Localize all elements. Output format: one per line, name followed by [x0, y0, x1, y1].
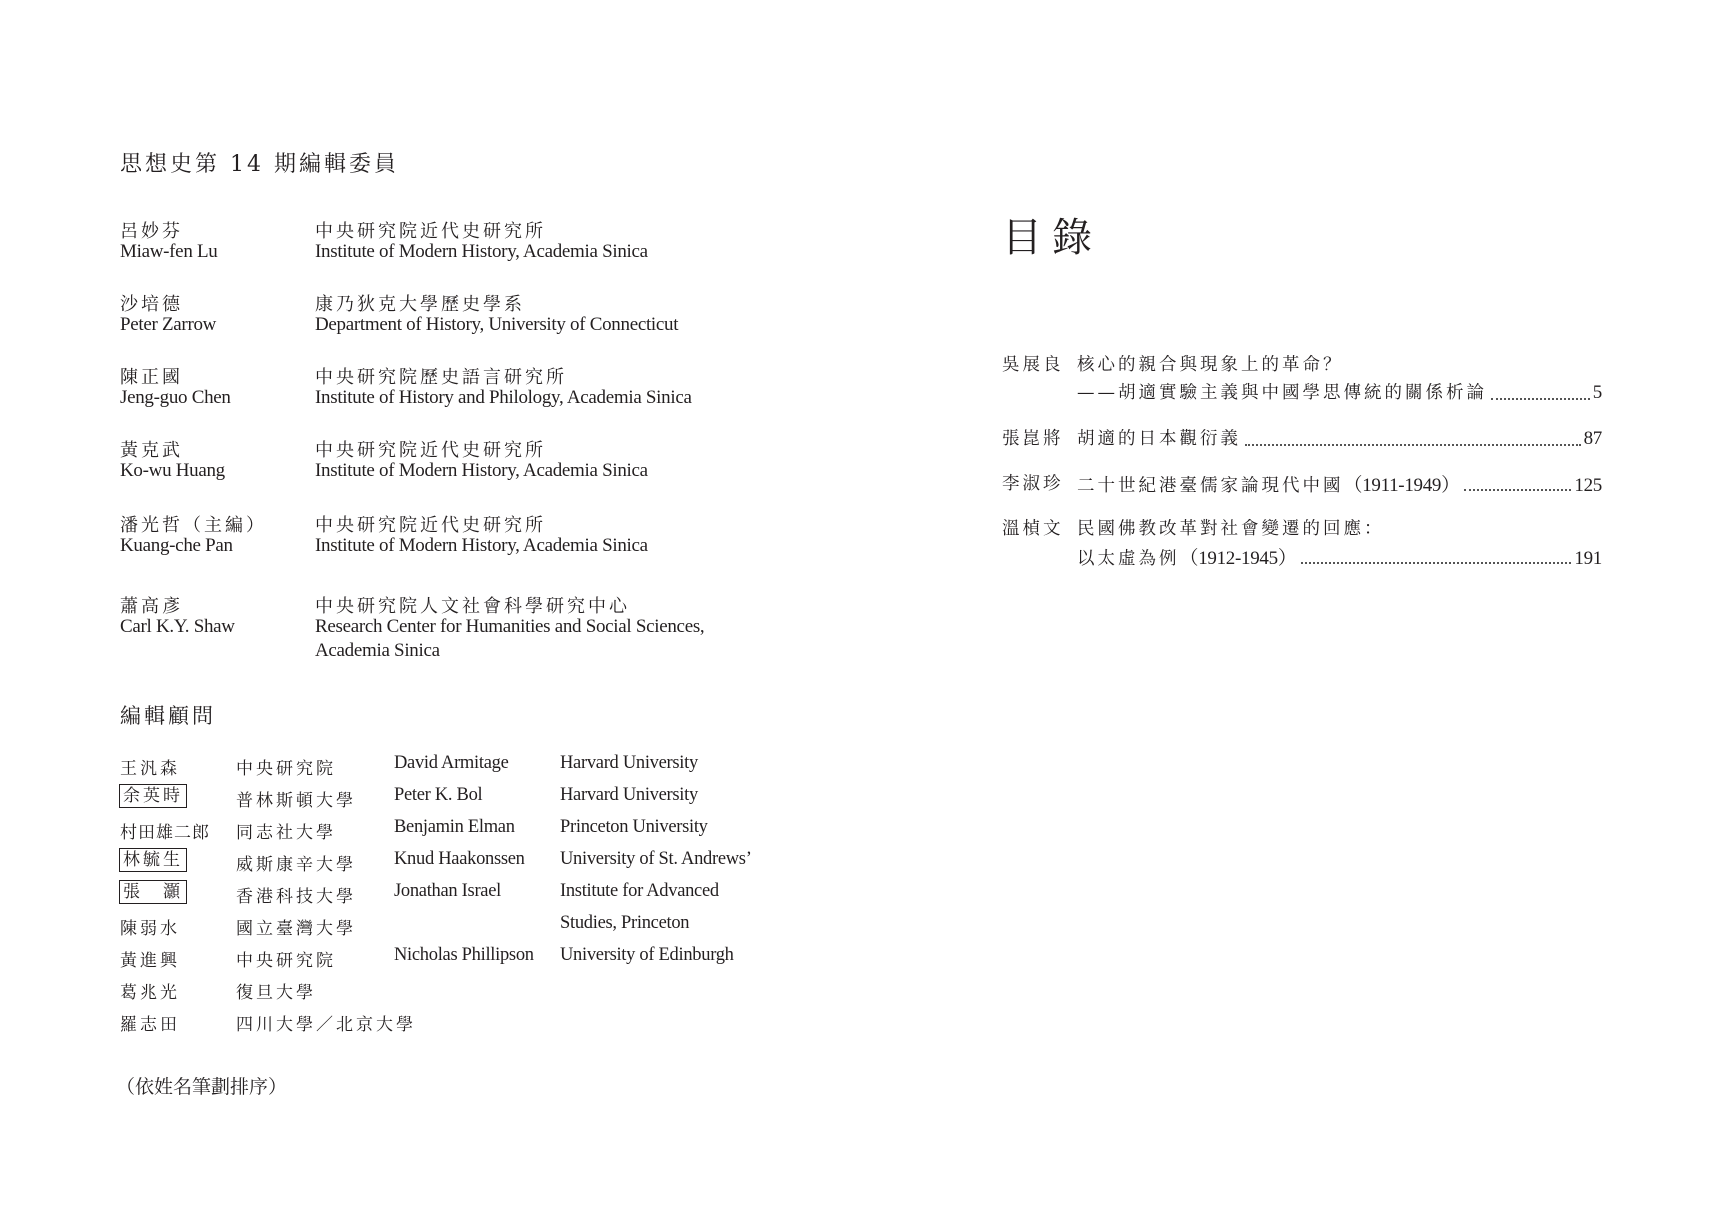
toc-author: 吳展良: [1002, 355, 1064, 375]
toc-article-subtitle: 以太虛為例: [1077, 549, 1180, 569]
member-name-en: Jeng-guo Chen: [120, 387, 231, 408]
member-institution-en: Institute of Modern History, Academia Sinica: [315, 241, 648, 262]
member-institution-en: Research Center for Humanities and Social Sciences,: [315, 616, 705, 637]
advisor-row: [120, 784, 880, 814]
member-name-zh: 陳正國: [120, 367, 183, 388]
advisor-institution-zh: 四川大學／北京大學: [236, 1015, 416, 1035]
advisors-title: 編輯顧問: [120, 704, 216, 728]
toc-author: 李淑珍: [1002, 474, 1064, 494]
advisor-institution-en: Harvard University: [560, 753, 698, 773]
member-institution-en-line2: Academia Sinica: [315, 640, 440, 661]
toc-page-number: 5: [1592, 382, 1602, 403]
member-institution-en: Department of History, University of Connecticut: [315, 314, 679, 335]
advisor-name-zh: 陳弱水: [120, 919, 180, 939]
advisor-row: [120, 848, 880, 878]
advisor-name-en: David Armitage: [394, 753, 509, 773]
advisor-institution-en: University of St. Andrews’: [560, 849, 752, 869]
advisor-row: [120, 880, 880, 910]
member-institution-zh: 中央研究院近代史研究所: [315, 440, 546, 461]
member-institution-zh: 中央研究院歷史語言研究所: [315, 367, 567, 388]
advisor-name-zh: 葛兆光: [120, 983, 180, 1003]
advisor-name-zh-boxed: 張 灝: [119, 880, 187, 904]
advisor-name-zh: 王汎森: [120, 759, 180, 779]
advisor-institution-en: Princeton University: [560, 817, 708, 837]
advisor-name-zh-boxed: 余英時: [119, 784, 187, 808]
right-page: [1002, 0, 1622, 1224]
member-name-en: Carl K.Y. Shaw: [120, 616, 235, 637]
advisor-institution-zh: 中央研究院: [236, 951, 336, 971]
toc-author: 溫楨文: [1002, 519, 1064, 539]
toc-author: 張崑將: [1002, 429, 1064, 449]
advisor-name-zh: 羅志田: [120, 1015, 180, 1035]
member-name-zh: 潘光哲（主編）: [120, 515, 267, 536]
advisor-name-zh-boxed: 林毓生: [119, 848, 187, 872]
toc-article-title: 胡適的日本觀衍義: [1077, 429, 1241, 449]
advisor-row: [120, 752, 880, 782]
member-name-en: Ko-wu Huang: [120, 460, 225, 481]
toc-title: 目錄: [1002, 215, 1102, 261]
advisor-row: [120, 976, 880, 1006]
advisor-institution-en: Institute for Advanced: [560, 881, 719, 901]
member-institution-en: Institute of Modern History, Academia Sinica: [315, 535, 648, 556]
dot-leader: [1491, 397, 1590, 400]
toc-article-subtitle: ——胡適實驗主義與中國學思傳統的關係析論: [1077, 383, 1487, 403]
member-name-zh: 蕭高彥: [120, 596, 183, 617]
advisor-institution-zh: 普林斯頓大學: [236, 791, 356, 811]
advisor-name-zh: 黃進興: [120, 951, 180, 971]
member-name-en: Kuang-che Pan: [120, 535, 233, 556]
advisor-institution-en: Harvard University: [560, 785, 698, 805]
dot-leader: [1464, 488, 1572, 491]
toc-article-title: 核心的親合與現象上的革命？: [1077, 355, 1344, 375]
member-name-zh: 沙培德: [120, 294, 183, 315]
dot-leader: [1301, 561, 1572, 564]
dot-leader: [1245, 443, 1581, 446]
advisor-institution-zh: 香港科技大學: [236, 887, 356, 907]
member-name-en: Peter Zarrow: [120, 314, 217, 335]
advisor-row: [120, 944, 880, 974]
member-institution-en: Institute of History and Philology, Academia Sinica: [315, 387, 692, 408]
toc-article-title: 二十世紀港臺儒家論現代中國: [1077, 476, 1344, 496]
advisor-institution-zh: 威斯康辛大學: [236, 855, 356, 875]
advisor-name-en: Nicholas Phillipson: [394, 945, 534, 965]
member-institution-en: Institute of Modern History, Academia Sinica: [315, 460, 648, 481]
advisor-institution-zh: 中央研究院: [236, 759, 336, 779]
advisor-row: [120, 1008, 880, 1038]
member-name-zh: 黃克武: [120, 440, 183, 461]
advisor-institution-en: University of Edinburgh: [560, 945, 734, 965]
advisor-institution-zh: 復旦大學: [236, 983, 316, 1003]
member-name-zh: 呂妙芬: [120, 221, 183, 242]
member-institution-zh: 中央研究院近代史研究所: [315, 515, 546, 536]
advisor-institution-en: Studies, Princeton: [560, 913, 690, 933]
toc-page-number: 87: [1583, 428, 1602, 449]
member-institution-zh: 中央研究院近代史研究所: [315, 221, 546, 242]
advisor-name-en: Jonathan Israel: [394, 881, 501, 901]
advisor-name-en: Peter K. Bol: [394, 785, 483, 805]
toc-article-years: （1912-1945）: [1179, 548, 1297, 569]
member-institution-zh: 康乃狄克大學歷史學系: [315, 294, 525, 315]
toc-article-title: 民國佛教改革對社會變遷的回應：: [1077, 519, 1385, 539]
advisor-name-en: Knud Haakonssen: [394, 849, 525, 869]
advisor-name-zh: 村田雄二郎: [120, 823, 210, 843]
advisor-row: [120, 912, 880, 942]
sort-order-note: （依姓名筆劃排序）: [116, 1077, 288, 1098]
advisor-row: [120, 816, 880, 846]
editorial-board-title: 思想史第 14 期編輯委員: [120, 152, 399, 177]
advisor-name-en: Benjamin Elman: [394, 817, 515, 837]
advisor-institution-zh: 國立臺灣大學: [236, 919, 356, 939]
advisor-institution-zh: 同志社大學: [236, 823, 336, 843]
toc-article-years: （1911-1949）: [1343, 475, 1460, 496]
member-institution-zh: 中央研究院人文社會科學研究中心: [315, 596, 630, 617]
left-page: [116, 0, 880, 1224]
toc-page-number: 191: [1574, 548, 1602, 569]
member-name-en: Miaw-fen Lu: [120, 241, 218, 262]
toc-page-number: 125: [1574, 475, 1602, 496]
